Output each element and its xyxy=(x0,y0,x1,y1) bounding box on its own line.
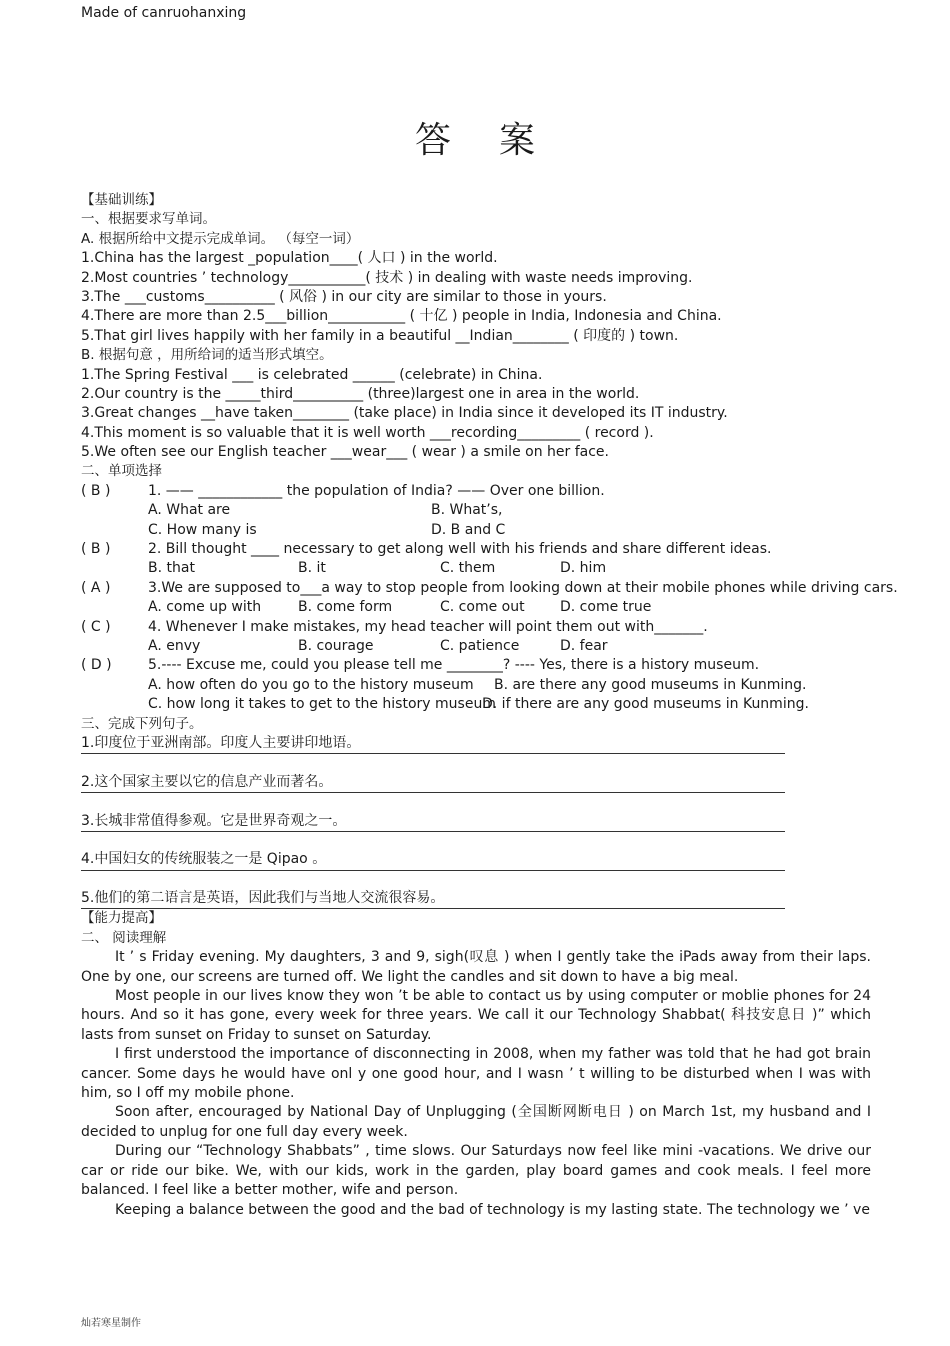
reading-heading: 二、 阅读理解 xyxy=(81,929,167,946)
mc-answer: ( C ) xyxy=(81,618,111,635)
a-item: 1.China has the largest _population____( 人口 ) in the world. xyxy=(81,250,498,267)
b-item: 5.We often see our English teacher ___wear___ ( wear ) a smile on her face. xyxy=(81,444,609,461)
a-item: 3.The ___customs__________ ( 风俗 ) in our city are similar to those in yours. xyxy=(81,288,607,305)
mc-option: B. that xyxy=(148,560,195,577)
mc-option: B. What’s, xyxy=(431,502,503,519)
a-item: 5.That girl lives happily with her family in a beautiful __Indian________ ( 印度的 ) town. xyxy=(81,327,679,344)
mc-options xyxy=(81,598,871,617)
reading-paragraph: Soon after, encouraged by National Day of Unplugging (全国断网断电日 ) on March 1st, my husband and I decided to unplug for one full day every week. xyxy=(81,1104,871,1140)
mc-option: B. are there any good museums in Kunming. xyxy=(494,676,807,693)
section-heading-basic: 【基础训练】 xyxy=(81,192,162,208)
answer-line xyxy=(81,870,785,871)
part-2-heading: 二、单项选择 xyxy=(81,463,162,480)
mc-option: D. fear xyxy=(560,637,608,654)
mc-option: A. envy xyxy=(148,637,201,654)
mc-stem: 2. Bill thought ____ necessary to get along well with his friends and share different ideas. xyxy=(148,541,772,558)
mc-option: B. it xyxy=(298,560,326,577)
mc-option: B. courage xyxy=(298,637,374,654)
translation-sentence: 3.长城非常值得参观。它是世界奇观之一。 xyxy=(81,812,347,829)
translation-sentence: 4.中国妇女的传统服装之一是 Qipao 。 xyxy=(81,851,327,868)
mc-option: C. How many is xyxy=(148,521,257,538)
b-item: 4.This moment is so valuable that it is well worth ___recording_________ ( record ). xyxy=(81,424,654,441)
mc-option: C. come out xyxy=(440,599,525,616)
reading-paragraph: Keeping a balance between the good and the bad of technology is my lasting state. The technology we ’ ve xyxy=(115,1201,870,1218)
content xyxy=(81,191,898,1220)
mc-options xyxy=(81,521,871,540)
mc-option: D. B and C xyxy=(431,521,506,538)
mc-options xyxy=(81,695,871,714)
b-item: 2.Our country is the _____third__________ (three)largest one in area in the world. xyxy=(81,385,640,402)
mc-options xyxy=(81,559,871,578)
mc-answer: ( B ) xyxy=(81,541,111,558)
mc-answer: ( D ) xyxy=(81,657,112,674)
part-b-heading: B. 根据句意 ，用所给词的适当形式填空。 xyxy=(81,347,333,364)
mc-answer: ( B ) xyxy=(81,482,111,499)
translation-sentence: 2.这个国家主要以它的信息产业而著名。 xyxy=(81,773,333,790)
page-title: 答案 xyxy=(414,120,583,161)
mc-question xyxy=(81,540,871,559)
mc-question xyxy=(81,579,898,598)
part-3-heading: 三、完成下列句子。 xyxy=(81,715,203,732)
mc-option: A. What are xyxy=(148,502,231,519)
mc-question xyxy=(81,618,871,637)
mc-option: A. how often do you go to the history museum xyxy=(148,676,474,693)
translation-sentence: 1.印度位于亚洲南部。印度人主要讲印地语。 xyxy=(81,734,361,751)
mc-question xyxy=(81,656,871,675)
mc-option: D. him xyxy=(560,560,607,577)
reading-paragraph: During our “Technology Shabbats” , time slows. Our Saturdays now feel like mini -vacations. We drive our car or ride our bike. We, with our kids, work in the garden, play board games and cook meals. I feel more balanced. I feel like a better mother, wife and person. xyxy=(81,1143,871,1199)
footer-note: 灿若寒星制作 xyxy=(81,1318,141,1329)
header-note: Made of canruohanxing xyxy=(81,5,247,21)
reading-paragraph: I first understood the importance of disconnecting in 2008, when my father was told that he had got brain cancer. Some days he would have onl y one good hour, and I wasn ’ t willing to be disturbed when I was with him, so I off my mobile phone. xyxy=(81,1046,871,1102)
mc-options xyxy=(81,676,871,695)
b-item: 3.Great changes __have taken________ (take place) in India since it developed its IT industry. xyxy=(81,405,728,422)
mc-question xyxy=(81,482,871,501)
reading-paragraph: Most people in our lives know they won ’t be able to contact us by using computer or moblie phones for 24 hours. And so it has gone, every week for three years. We call it our Technology Shabbat( 科技安息日 )” which lasts from sunset on Friday to sunset on Saturday. xyxy=(81,988,871,1043)
translation-sentence: 5.他们的第二语言是英语，因此我们与当地人交流很容易。 xyxy=(81,890,445,907)
mc-stem: 1. —— ____________ the population of India? —— Over one billion. xyxy=(148,482,605,499)
mc-option: D. come true xyxy=(560,599,652,616)
mc-stem: 5.---- Excuse me, could you please tell me ________? ---- Yes, there is a history museum. xyxy=(148,657,760,674)
mc-option: C. them xyxy=(440,560,496,577)
mc-options xyxy=(81,637,871,656)
a-item: 4.There are more than 2.5___billion___________ ( 十亿 ) people in India, Indonesia and China. xyxy=(81,308,722,325)
mc-options xyxy=(81,501,871,520)
mc-option: C. how long it takes to get to the history museum xyxy=(148,696,496,713)
mc-option: C. patience xyxy=(440,637,520,654)
mc-answer: ( A ) xyxy=(81,579,111,596)
mc-option: D. if there are any good museums in Kunming. xyxy=(482,696,809,713)
mc-option: A. come up with xyxy=(148,599,262,616)
a-item: 2.Most countries ’ technology___________( 技术 ) in dealing with waste needs improving. xyxy=(81,269,693,286)
b-item: 1.The Spring Festival ___ is celebrated ______ (celebrate) in China. xyxy=(81,366,543,383)
answer-line xyxy=(81,753,785,754)
mc-option: B. come form xyxy=(298,599,393,616)
mc-stem: 4. Whenever I make mistakes, my head teacher will point them out with_______. xyxy=(148,618,708,635)
reading-paragraph: It ’ s Friday evening. My daughters, 3 and 9, sigh(叹息 ) when I gently take the iPads away from their laps. One by one, our screens are turned off. We light the candles and sit down to have a big meal. xyxy=(81,949,871,985)
part-a-heading: A. 根据所给中文提示完成单词。 （每空一词） xyxy=(81,230,360,247)
part-1-heading: 一、根据要求写单词。 xyxy=(81,211,216,228)
answer-line xyxy=(81,831,785,832)
section-heading-advanced: 【能力提高】 xyxy=(81,910,162,927)
answer-line xyxy=(81,792,785,793)
mc-stem: 3.We are supposed to___a way to stop people from looking down at their mobile phones while driving cars. xyxy=(148,579,898,596)
